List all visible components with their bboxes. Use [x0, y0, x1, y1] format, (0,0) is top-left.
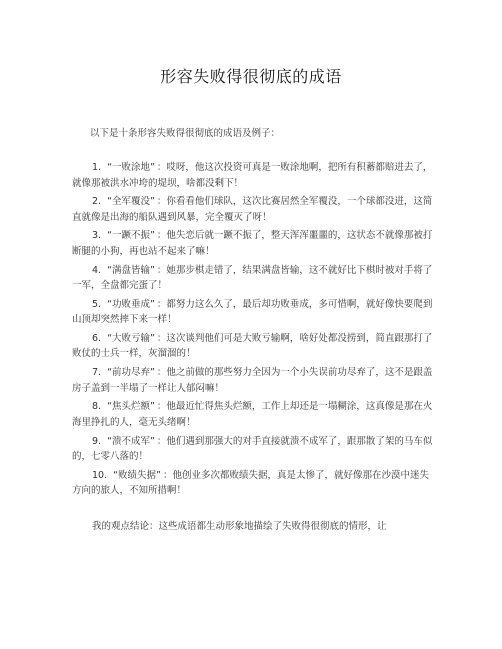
idiom-term: “满盘皆输”: [107, 264, 155, 276]
idiom-term: “一败涂地”: [107, 162, 155, 173]
item-text: ：他创业多次都败绩失据，真是太惨了，就好像那在沙漠中迷失方向的旅人，不知所措啊！: [72, 469, 429, 497]
idiom-term: “焦头烂额”: [107, 401, 155, 413]
list-item: [72, 297, 434, 328]
item-text: ：这次谈判他们可是大败亏输啊，啥好处都没捞到，简直跟那打了败仗的士兵一样，灰溜溜的！: [72, 332, 433, 360]
item-number: 6.: [92, 332, 102, 344]
list-item: [72, 399, 434, 430]
list-item: [72, 228, 434, 259]
item-text: ：你看看他们球队，这次比赛居然全军覆没，一个球都没进，这简直就像是出海的船队遇到风暴，完全覆灭了呀！: [72, 196, 433, 223]
item-text: ：他最近忙得焦头烂额，工作上却还是一塌糊涂，这真像是那在火海里挣扎的人，毫无头绪啊！: [72, 401, 433, 428]
item-text: ：都努力这么久了，最后却功败垂成，多可惜啊，就好像快要爬到山顶却突然摔下来一样！: [72, 298, 433, 326]
idiom-term: “败绩失据”: [113, 469, 161, 481]
idiom-term: “功败垂成”: [107, 298, 155, 310]
item-number: 1.: [92, 162, 102, 173]
list-item: [72, 468, 434, 499]
idiom-list: [72, 160, 434, 502]
item-number: 7.: [92, 367, 102, 379]
list-item: [72, 160, 434, 191]
list-item: [72, 331, 434, 362]
item-text: ：哎呀，他这次投资可真是一败涂地啊，把所有积蓄都赔进去了，就像那被洪水冲垮的堤坝，啥都没剩下！: [72, 162, 433, 189]
item-number: 9.: [92, 435, 102, 447]
item-number: 4.: [92, 264, 102, 276]
list-item: [72, 194, 434, 225]
list-item: [72, 263, 434, 294]
item-text: ：他们遇到那强大的对手直接就溃不成军了，跟那散了架的马车似的，七零八落的！: [72, 435, 433, 462]
item-number: 3.: [92, 230, 102, 242]
conclusion-text: 我的观点结论：这些成语都生动形象地描绘了失败得很彻底的情形，让: [92, 521, 387, 532]
item-text: ：她那步棋走错了，结果满盘皆输，这不就好比下棋时被对手将了一军，全盘都完蛋了！: [72, 264, 433, 292]
item-text: ：他失恋后就一蹶不振了，整天浑浑噩噩的，这状态不就像那被打断腿的小狗，再也站不起来了嘛！: [72, 230, 433, 257]
idiom-term: “大败亏输”: [107, 332, 155, 344]
item-number: 8.: [92, 401, 102, 413]
idiom-term: “全军覆没”: [107, 196, 155, 208]
idiom-term: “一蹶不振”: [107, 230, 155, 242]
item-number: 2.: [92, 196, 102, 208]
idiom-term: “溃不成军”: [107, 435, 155, 447]
page-title: 形容失败得很彻底的成语: [160, 67, 342, 86]
list-item: [72, 365, 434, 396]
item-text: ：他之前做的那些努力全因为一个小失误前功尽弃了，这不是跟盖房子盖到一半塌了一样让人郁闷嘛！: [72, 367, 433, 394]
item-number: 10.: [92, 469, 108, 481]
item-number: 5.: [92, 298, 102, 310]
idiom-term: “前功尽弃”: [107, 367, 155, 379]
intro-text: 以下是十条形容失败得很彻底的成语及例子：: [90, 128, 281, 139]
list-item: [72, 434, 434, 465]
